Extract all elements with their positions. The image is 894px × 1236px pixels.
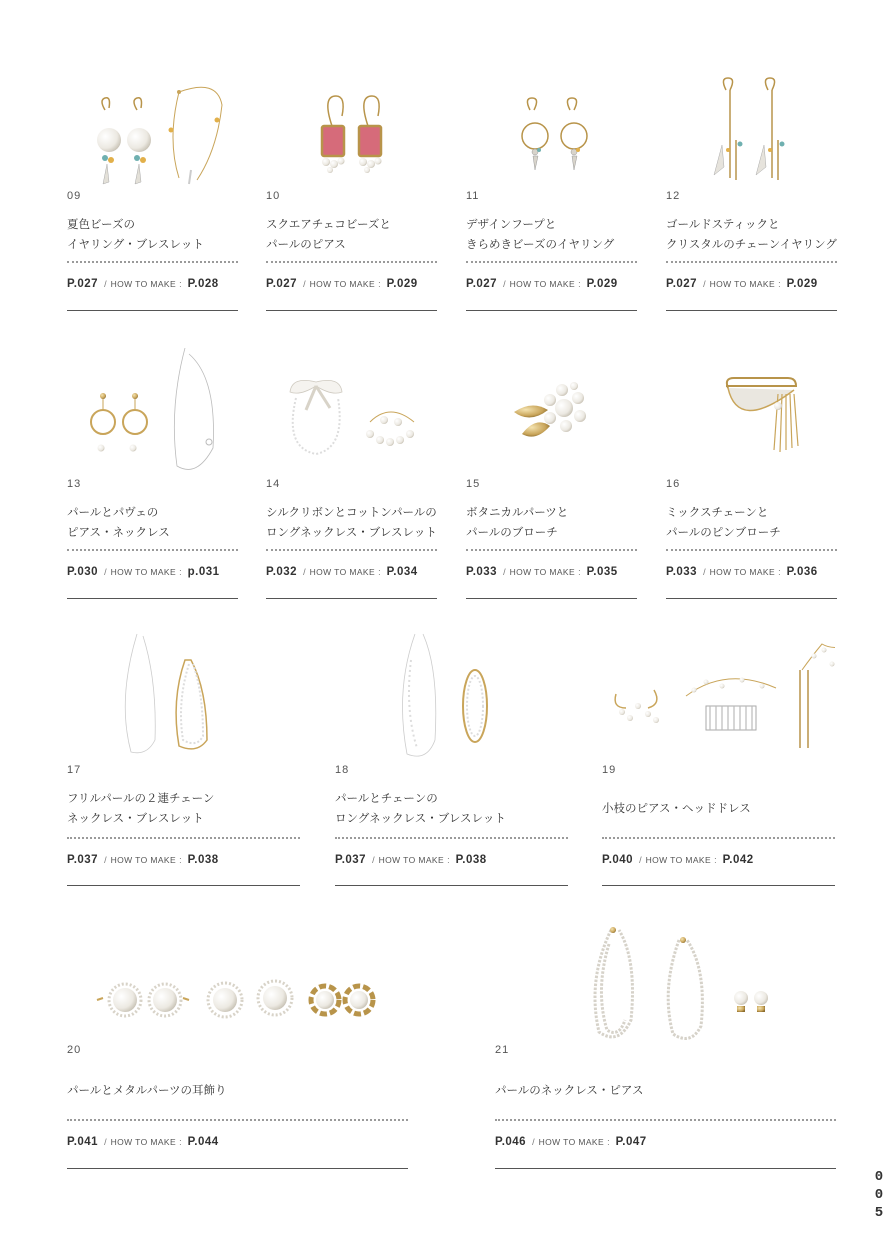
dotted-divider [602,837,835,839]
photo-page: P.033 [466,566,498,578]
photo-page: P.030 [67,566,99,578]
twig-headdress-photo [602,630,835,760]
section-rule [466,310,637,311]
how-to-page: P.029 [586,278,618,290]
how-to-page: P.029 [386,278,418,290]
how-to-make-label: HOW TO MAKE [509,567,576,577]
dotted-divider [666,549,837,551]
item-10 [266,60,437,315]
item-title: パールのネックレス・ピアス [495,1083,644,1097]
dotted-divider [495,1119,836,1121]
dotted-divider [466,261,637,263]
item-title: ボタニカルパーツと パールのブローチ [466,505,569,539]
how-to-page: P.047 [615,1136,647,1148]
item-number: 12 [666,190,681,202]
section-rule [67,598,238,599]
photo-page: P.037 [67,854,99,866]
page-reference: P.037 / HOW TO MAKE : P.038 [335,854,487,866]
dotted-divider [466,549,637,551]
section-rule [266,310,437,311]
item-number: 13 [67,478,82,490]
pearl-chain-necklace-photo [335,630,568,760]
item-20 [67,920,408,1175]
item-09 [67,60,238,315]
photo-page: P.032 [266,566,298,578]
page-reference: P.027 / HOW TO MAKE : P.029 [666,278,818,290]
photo-page: P.027 [666,278,698,290]
how-to-make-label: HOW TO MAKE [110,567,177,577]
metal-parts-earring-photo [67,920,408,1040]
item-title: デザインフープと きらめきビーズのイヤリング [466,217,615,251]
item-title: パールとメタルパーツの耳飾り [67,1083,227,1097]
how-to-page: P.036 [786,566,818,578]
section-rule [666,598,837,599]
page-reference: P.030 / HOW TO MAKE : p.031 [67,566,220,578]
dotted-divider [266,549,437,551]
how-to-make-label: HOW TO MAKE [110,855,177,865]
how-to-page: P.038 [187,854,219,866]
how-to-make-label: HOW TO MAKE [309,279,376,289]
section-rule [466,598,637,599]
item-18 [335,630,568,890]
item-title: ミックスチェーンと パールのピンブローチ [666,505,781,539]
photo-page: P.027 [466,278,498,290]
item-title: ゴールドスティックと クリスタルのチェーンイヤリング [666,217,837,251]
item-number: 11 [466,190,480,202]
how-to-make-label: HOW TO MAKE [709,279,776,289]
item-16 [666,348,837,603]
how-to-make-label: HOW TO MAKE [509,279,576,289]
hoop-earring-photo [466,60,637,185]
item-number: 09 [67,190,82,202]
item-title: シルクリボンとコットンパールの ロングネックレス・ブレスレット [266,505,437,539]
item-13 [67,348,238,603]
stick-earring-photo [666,60,837,185]
page-reference: P.033 / HOW TO MAKE : P.036 [666,566,818,578]
page-reference: P.037 / HOW TO MAKE : P.038 [67,854,219,866]
section-rule [335,885,568,886]
item-title: 夏色ビーズの イヤリング・ブレスレット [67,217,204,251]
earring-bracelet-photo [67,60,238,185]
item-title: 小枝のピアス・ヘッドドレス [602,801,751,815]
how-to-make-label: HOW TO MAKE [709,567,776,577]
item-17 [67,630,300,890]
how-to-make-label: HOW TO MAKE [110,1137,177,1147]
pave-earring-necklace-photo [67,348,238,473]
how-to-make-label: HOW TO MAKE [309,567,376,577]
page-reference: P.040 / HOW TO MAKE : P.042 [602,854,754,866]
item-title: パールとチェーンの ロングネックレス・ブレスレット [335,791,506,825]
how-to-make-label: HOW TO MAKE [110,279,177,289]
botanical-brooch-photo [466,348,637,473]
item-19 [602,630,835,890]
item-11 [466,60,637,315]
how-to-make-label: HOW TO MAKE [645,855,712,865]
page-reference: P.027 / HOW TO MAKE : P.028 [67,278,219,290]
item-number: 19 [602,764,617,776]
photo-page: P.041 [67,1136,99,1148]
how-to-make-label: HOW TO MAKE [538,1137,605,1147]
item-number: 17 [67,764,82,776]
item-number: 14 [266,478,281,490]
dotted-divider [266,261,437,263]
item-12 [666,60,837,315]
item-15 [466,348,637,603]
section-rule [67,310,238,311]
dotted-divider [67,549,238,551]
item-number: 15 [466,478,481,490]
how-to-page: P.034 [386,566,418,578]
dotted-divider [335,837,568,839]
item-14 [266,348,437,603]
page-reference: P.032 / HOW TO MAKE : P.034 [266,566,418,578]
ribbon-necklace-photo [266,348,437,473]
page-reference: P.027 / HOW TO MAKE : P.029 [466,278,618,290]
how-to-page: P.035 [586,566,618,578]
how-to-page: P.044 [187,1136,219,1148]
how-to-page: P.029 [786,278,818,290]
photo-page: P.040 [602,854,634,866]
item-number: 18 [335,764,350,776]
item-number: 10 [266,190,281,202]
how-to-page: P.028 [187,278,219,290]
square-bead-earring-photo [266,60,437,185]
how-to-page: p.031 [187,566,220,578]
page-number: 0 0 5 [874,1169,884,1221]
photo-page: P.046 [495,1136,527,1148]
item-number: 16 [666,478,681,490]
pearl-necklace-earring-photo [495,920,836,1040]
section-rule [266,598,437,599]
how-to-make-label: HOW TO MAKE [378,855,445,865]
dotted-divider [67,837,300,839]
photo-page: P.037 [335,854,367,866]
how-to-page: P.038 [455,854,487,866]
photo-page: P.027 [67,278,99,290]
dotted-divider [67,261,238,263]
photo-page: P.027 [266,278,298,290]
frill-pearl-necklace-photo [67,630,300,760]
page-reference: P.027 / HOW TO MAKE : P.029 [266,278,418,290]
item-21 [495,920,836,1175]
item-number: 20 [67,1044,82,1056]
item-title: フリルパールの２連チェーン ネックレス・ブレスレット [67,791,215,825]
photo-page: P.033 [666,566,698,578]
pin-brooch-photo [666,348,837,473]
section-rule [495,1168,836,1169]
section-rule [602,885,835,886]
item-title: スクエアチェコビーズと パールのピアス [266,217,391,251]
section-rule [666,310,837,311]
page-reference: P.041 / HOW TO MAKE : P.044 [67,1136,219,1148]
how-to-page: P.042 [722,854,754,866]
section-rule [67,885,300,886]
item-number: 21 [495,1044,510,1056]
dotted-divider [67,1119,408,1121]
page-reference: P.046 / HOW TO MAKE : P.047 [495,1136,647,1148]
item-title: パールとパヴェの ピアス・ネックレス [67,505,170,539]
dotted-divider [666,261,837,263]
section-rule [67,1168,408,1169]
page-reference: P.033 / HOW TO MAKE : P.035 [466,566,618,578]
